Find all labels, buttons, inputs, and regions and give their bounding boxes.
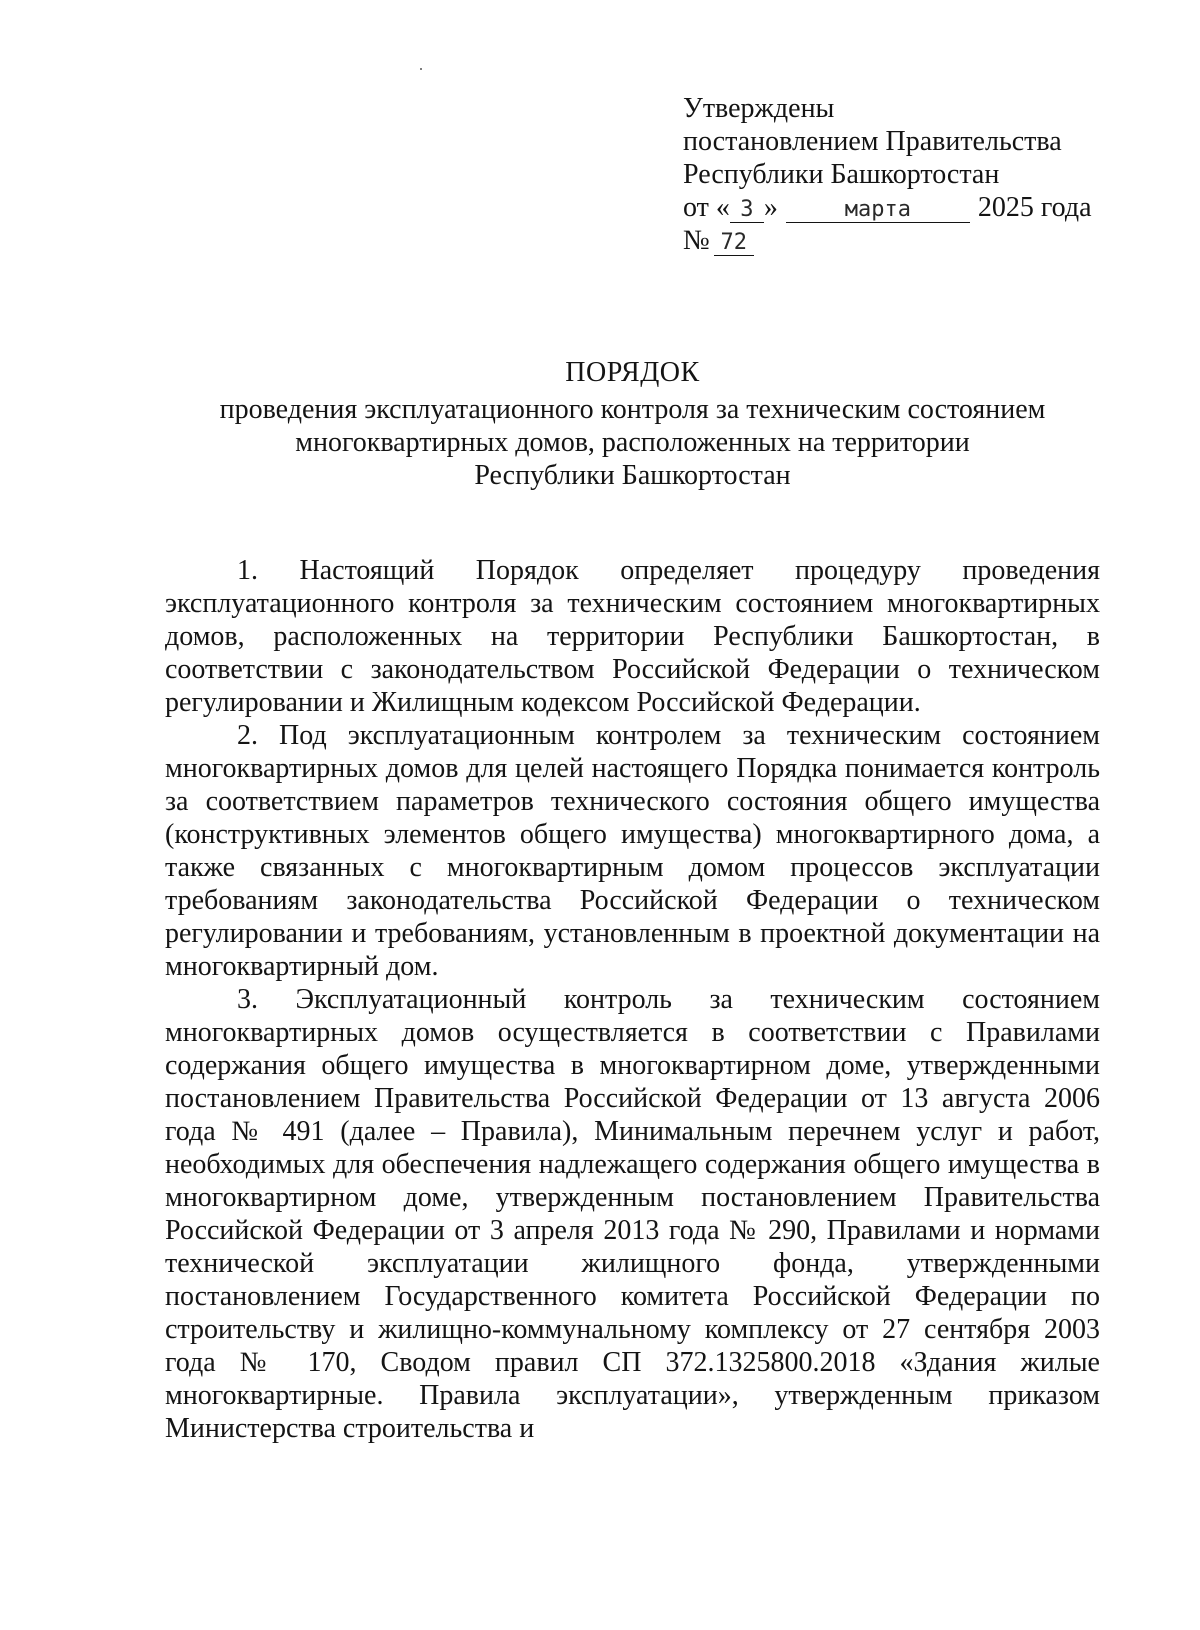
document-body <box>165 554 1100 1445</box>
approval-block <box>683 92 1153 257</box>
document-title <box>165 356 1100 492</box>
approval-line-approved: Утверждены <box>683 93 835 124</box>
approval-line-resolution: постановлением Правительства <box>683 126 1062 157</box>
number-prefix: № <box>683 225 710 256</box>
approval-number-line <box>683 224 1153 257</box>
paragraph-3: 3. Эксплуатационный контроль за техническим состоянием многоквартирных домов осуществляется в соответствии с Правилами содержания общего имущества в многоквартирном доме, утвержденными постановлением Правительства Российской Федерации от 13 августа 2006 года № 491 (далее – Правила), Минимальным перечнем услуг и работ, необходимых для обеспечения надлежащего содержания общего имущества в многоквартирном доме, утвержденным постановлением Правительства Российской Федерации от 3 апреля 2013 года № 290, Правилами и нормами технической эксплуатации жилищного фонда, утвержденными постановлением Государственного комитета Российской Федерации по строительству и жилищно-коммунальному комплексу от 27 сентября 2003 года № 170, Сводом правил СП 372.1325800.2018 «Здания жилые многоквартирные. Правила эксплуатации», утвержденным приказом Министерства строительства и <box>165 984 1100 1444</box>
title-subtitle-line-3: Республики Башкортостан <box>474 460 791 491</box>
title-subtitle-line-2: многоквартирных домов, расположенных на территории <box>295 427 970 458</box>
scan-speck <box>420 68 422 70</box>
date-prefix: от « <box>683 192 730 223</box>
date-quote-close: » <box>763 192 778 223</box>
approval-date-line <box>683 191 1153 224</box>
date-year: 2025 года <box>977 192 1092 223</box>
date-day-handwritten: 3 <box>730 198 764 223</box>
title-heading: ПОРЯДОК <box>565 357 700 388</box>
paragraph-2: 2. Под эксплуатационным контролем за техническим состоянием многоквартирных домов для целей настоящего Порядка понимается контроль за соответствием параметров технического состояния общего имущества (конструктивных элементов общего имущества) многоквартирного дома, а также связанных с многоквартирным домом процессов эксплуатации требованиям законодательства Российской Федерации о техническом регулировании и требованиям, установленным в проектной документации на многоквартирный дом. <box>165 720 1100 982</box>
title-subtitle-line-1: проведения эксплуатационного контроля за техническим состоянием <box>219 394 1046 425</box>
date-month-handwritten: марта <box>786 198 970 223</box>
paragraph-1: 1. Настоящий Порядок определяет процедуру проведения эксплуатационного контроля за техническим состоянием многоквартирных домов, расположенных на территории Республики Башкортостан, в соответствии с законодательством Российской Федерации о техническом регулировании и Жилищным кодексом Российской Федерации. <box>165 555 1100 718</box>
number-handwritten: 72 <box>714 231 754 256</box>
approval-line-republic: Республики Башкортостан <box>683 159 1000 190</box>
